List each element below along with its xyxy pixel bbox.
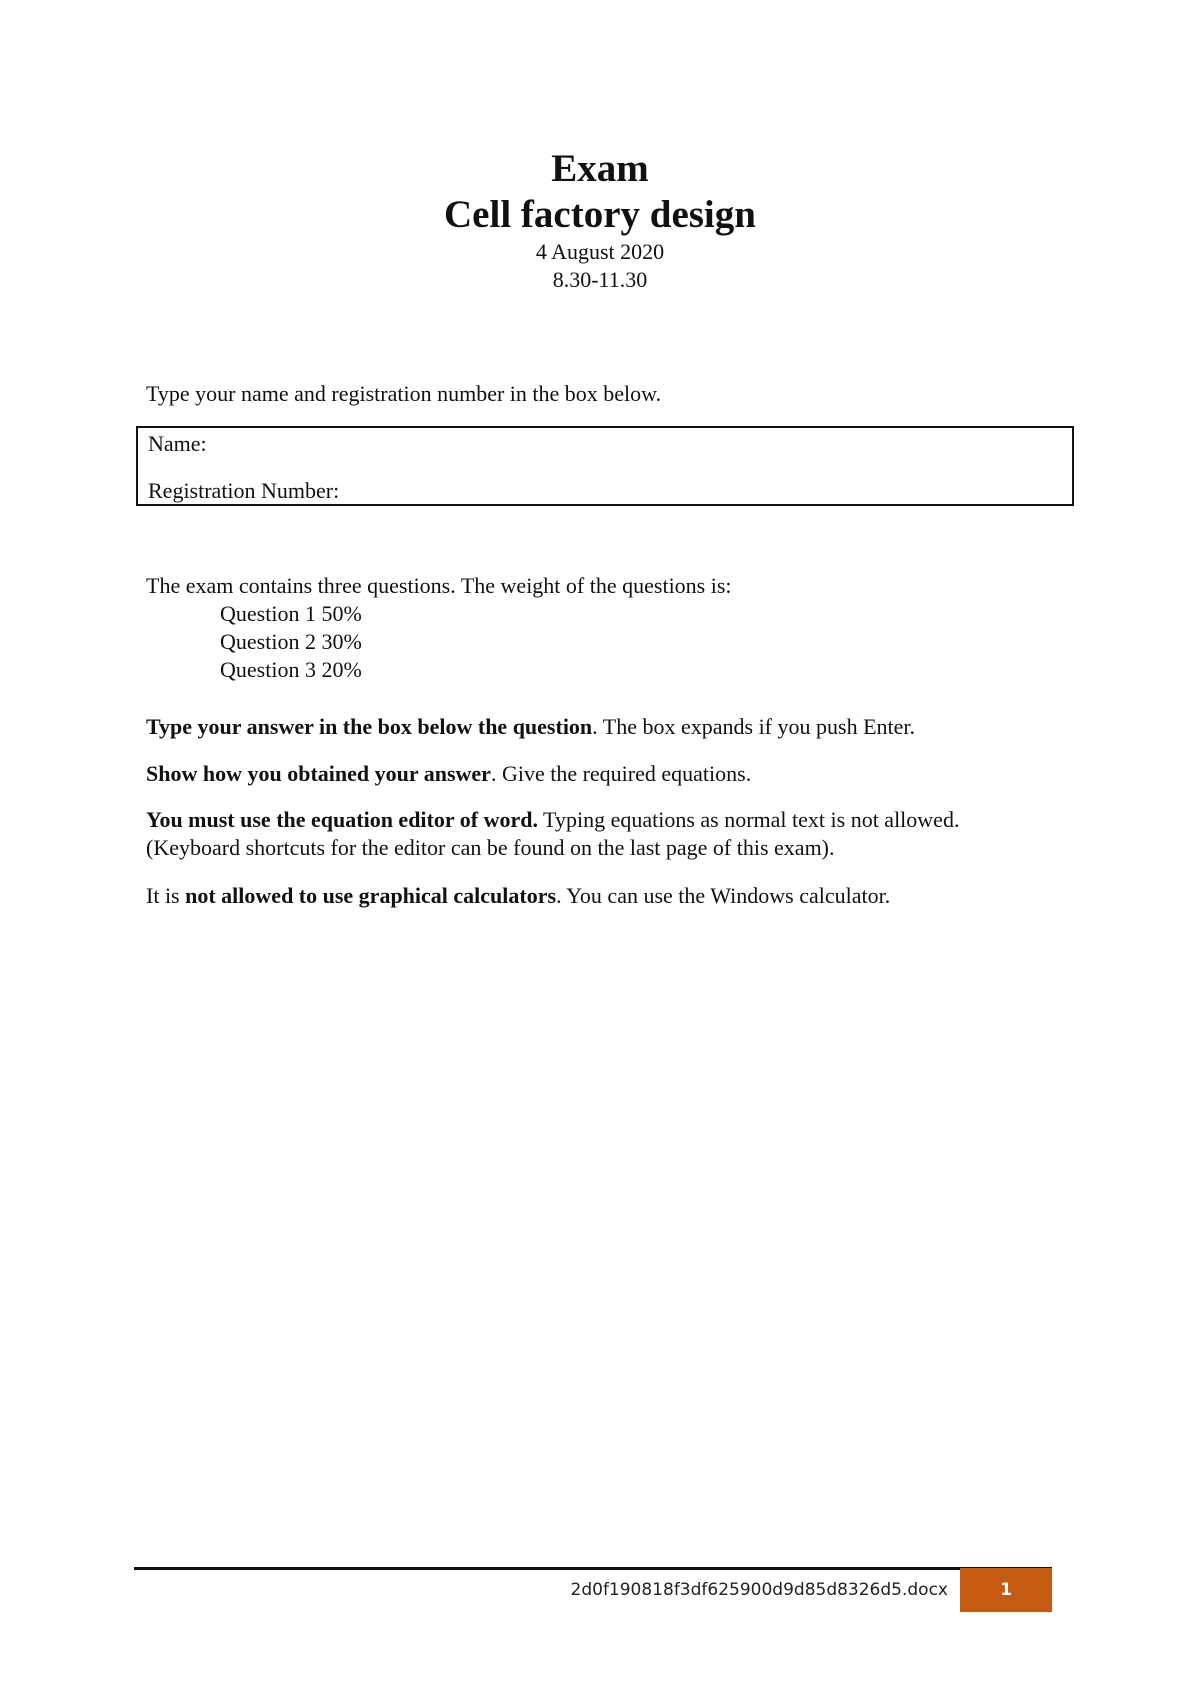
name-field-label: Name: [148, 431, 207, 456]
instruction-equation-editor [146, 806, 1076, 862]
weight-question-3: Question 3 20% [220, 657, 362, 682]
instruction-answer-box-bold: Type your answer in the box below the question [146, 714, 593, 739]
identification-instruction: Type your name and registration number in the box below. [146, 381, 662, 406]
exam-date: 4 August 2020 [535, 239, 665, 264]
instruction-show-work [146, 760, 1076, 788]
footer-divider [134, 1567, 1052, 1570]
exam-title: Exam [551, 147, 649, 190]
footer-page-number: 1 [960, 1568, 1052, 1612]
instruction-show-work-rest: . Give the required equations. [490, 761, 752, 786]
title-block [0, 146, 1200, 294]
exam-time: 8.30-11.30 [552, 267, 648, 292]
instruction-answer-box [146, 713, 1076, 741]
instruction-shortcuts-note: (Keyboard shortcuts for the editor can be found on the last page of this exam). [146, 835, 835, 860]
identification-box[interactable] [136, 426, 1074, 506]
question-weights [146, 572, 1076, 684]
registration-field-label: Registration Number: [148, 478, 340, 503]
footer-filename: 2d0f190818f3df625900d9d85d8326d5.docx [570, 1580, 948, 1600]
weight-question-2: Question 2 30% [220, 629, 362, 654]
instruction-show-work-bold: Show how you obtained your answer [146, 761, 491, 786]
instruction-equation-editor-bold: You must use the equation editor of word. [146, 807, 538, 832]
instruction-equation-editor-rest: Typing equations as normal text is not allowed. [537, 807, 960, 832]
instruction-calculators [146, 882, 1076, 910]
course-title: Cell factory design [444, 193, 756, 236]
weights-intro: The exam contains three questions. The weight of the questions is: [146, 573, 732, 598]
instruction-calculators-rest: . You can use the Windows calculator. [556, 883, 891, 908]
instruction-answer-box-rest: . The box expands if you push Enter. [592, 714, 915, 739]
weight-question-1: Question 1 50% [220, 601, 362, 626]
instruction-calculators-start: It is [146, 883, 186, 908]
instruction-calculators-bold: not allowed to use graphical calculators [185, 883, 557, 908]
